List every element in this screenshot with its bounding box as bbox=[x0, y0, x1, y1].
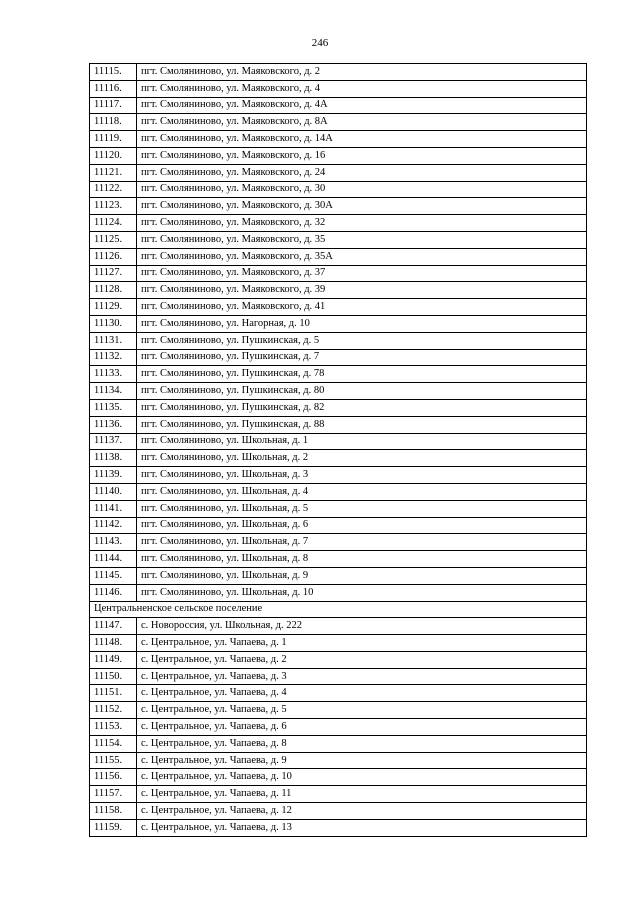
address-cell: с. Центральное, ул. Чапаева, д. 3 bbox=[137, 668, 587, 685]
address-cell: пгт. Смолянинoвo, ул. Школьная, д. 7 bbox=[137, 534, 587, 551]
table-row bbox=[90, 735, 587, 752]
row-number-cell: 11147. bbox=[90, 618, 137, 635]
table-row bbox=[90, 668, 587, 685]
table-row bbox=[90, 265, 587, 282]
address-cell: с. Центральное, ул. Чапаева, д. 4 bbox=[137, 685, 587, 702]
address-cell: пгт. Смолянинoвo, ул. Маяковского, д. 24 bbox=[137, 164, 587, 181]
table-row bbox=[90, 282, 587, 299]
row-number-cell: 11116. bbox=[90, 80, 137, 97]
table-row bbox=[90, 819, 587, 836]
address-cell: пгт. Смолянинoвo, ул. Маяковского, д. 30А bbox=[137, 198, 587, 215]
address-cell: пгт. Смолянинoвo, ул. Маяковского, д. 39 bbox=[137, 282, 587, 299]
address-cell: пгт. Смолянинoвo, ул. Школьная, д. 4 bbox=[137, 483, 587, 500]
address-cell: пгт. Смолянинoвo, ул. Пушкинская, д. 7 bbox=[137, 349, 587, 366]
row-number-cell: 11138. bbox=[90, 450, 137, 467]
table-row bbox=[90, 366, 587, 383]
address-cell: пгт. Смолянинoвo, ул. Маяковского, д. 35А bbox=[137, 248, 587, 265]
address-cell: с. Центральное, ул. Чапаева, д. 9 bbox=[137, 752, 587, 769]
row-number-cell: 11128. bbox=[90, 282, 137, 299]
table-row bbox=[90, 534, 587, 551]
row-number-cell: 11132. bbox=[90, 349, 137, 366]
address-cell: пгт. Смолянинoвo, ул. Маяковского, д. 4А bbox=[137, 97, 587, 114]
table-row bbox=[90, 651, 587, 668]
row-number-cell: 11142. bbox=[90, 517, 137, 534]
address-cell: пгт. Смолянинoвo, ул. Маяковского, д. 2 bbox=[137, 64, 587, 81]
table-row bbox=[90, 433, 587, 450]
row-number-cell: 11157. bbox=[90, 786, 137, 803]
address-cell: с. Центральное, ул. Чапаева, д. 10 bbox=[137, 769, 587, 786]
address-cell: с. Центральное, ул. Чапаева, д. 1 bbox=[137, 635, 587, 652]
address-cell: пгт. Смолянинoвo, ул. Маяковского, д. 16 bbox=[137, 147, 587, 164]
row-number-cell: 11154. bbox=[90, 735, 137, 752]
row-number-cell: 11156. bbox=[90, 769, 137, 786]
row-number-cell: 11123. bbox=[90, 198, 137, 215]
row-number-cell: 11145. bbox=[90, 567, 137, 584]
table-row bbox=[90, 719, 587, 736]
table-row bbox=[90, 114, 587, 131]
address-cell: пгт. Смолянинoвo, ул. Пушкинская, д. 80 bbox=[137, 383, 587, 400]
table-row bbox=[90, 231, 587, 248]
row-number-cell: 11119. bbox=[90, 131, 137, 148]
row-number-cell: 11143. bbox=[90, 534, 137, 551]
address-table-body bbox=[90, 64, 587, 837]
table-row bbox=[90, 299, 587, 316]
address-cell: пгт. Смолянинoвo, ул. Школьная, д. 5 bbox=[137, 500, 587, 517]
address-cell: пгт. Смолянинoвo, ул. Школьная, д. 3 bbox=[137, 467, 587, 484]
address-cell: с. Центральное, ул. Чапаева, д. 8 bbox=[137, 735, 587, 752]
table-row bbox=[90, 215, 587, 232]
table-row bbox=[90, 164, 587, 181]
row-number-cell: 11126. bbox=[90, 248, 137, 265]
table-row bbox=[90, 685, 587, 702]
table-row bbox=[90, 500, 587, 517]
address-cell: пгт. Смолянинoвo, ул. Школьная, д. 10 bbox=[137, 584, 587, 601]
row-number-cell: 11125. bbox=[90, 231, 137, 248]
table-row bbox=[90, 567, 587, 584]
row-number-cell: 11129. bbox=[90, 299, 137, 316]
table-row bbox=[90, 198, 587, 215]
table-row bbox=[90, 769, 587, 786]
address-cell: пгт. Смолянинoвo, ул. Пушкинская, д. 82 bbox=[137, 399, 587, 416]
address-cell: пгт. Смолянинoвo, ул. Школьная, д. 9 bbox=[137, 567, 587, 584]
row-number-cell: 11121. bbox=[90, 164, 137, 181]
row-number-cell: 11159. bbox=[90, 819, 137, 836]
row-number-cell: 11146. bbox=[90, 584, 137, 601]
section-heading-row bbox=[90, 601, 587, 618]
table-row bbox=[90, 551, 587, 568]
address-cell: с. Центральное, ул. Чапаева, д. 12 bbox=[137, 803, 587, 820]
address-table bbox=[89, 63, 587, 837]
row-number-cell: 11118. bbox=[90, 114, 137, 131]
table-row bbox=[90, 618, 587, 635]
row-number-cell: 11140. bbox=[90, 483, 137, 500]
row-number-cell: 11150. bbox=[90, 668, 137, 685]
row-number-cell: 11137. bbox=[90, 433, 137, 450]
table-row bbox=[90, 147, 587, 164]
row-number-cell: 11115. bbox=[90, 64, 137, 81]
table-row bbox=[90, 702, 587, 719]
address-cell: пгт. Смолянинoвo, ул. Школьная, д. 8 bbox=[137, 551, 587, 568]
address-cell: пгт. Смолянинoвo, ул. Маяковского, д. 35 bbox=[137, 231, 587, 248]
row-number-cell: 11139. bbox=[90, 467, 137, 484]
table-row bbox=[90, 635, 587, 652]
table-row bbox=[90, 803, 587, 820]
table-row bbox=[90, 181, 587, 198]
table-row bbox=[90, 97, 587, 114]
address-cell: с. Центральное, ул. Чапаева, д. 5 bbox=[137, 702, 587, 719]
table-row bbox=[90, 80, 587, 97]
row-number-cell: 11153. bbox=[90, 719, 137, 736]
row-number-cell: 11122. bbox=[90, 181, 137, 198]
table-row bbox=[90, 349, 587, 366]
address-cell: пгт. Смолянинoвo, ул. Маяковского, д. 41 bbox=[137, 299, 587, 316]
address-cell: с. Центральное, ул. Чапаева, д. 2 bbox=[137, 651, 587, 668]
row-number-cell: 11136. bbox=[90, 416, 137, 433]
table-row bbox=[90, 131, 587, 148]
table-row bbox=[90, 416, 587, 433]
table-row bbox=[90, 517, 587, 534]
row-number-cell: 11152. bbox=[90, 702, 137, 719]
table-row bbox=[90, 752, 587, 769]
table-row bbox=[90, 450, 587, 467]
table-row bbox=[90, 332, 587, 349]
table-row bbox=[90, 64, 587, 81]
address-cell: пгт. Смолянинoвo, ул. Пушкинская, д. 78 bbox=[137, 366, 587, 383]
table-row bbox=[90, 315, 587, 332]
table-row bbox=[90, 483, 587, 500]
address-cell: с. Центральное, ул. Чапаева, д. 6 bbox=[137, 719, 587, 736]
row-number-cell: 11130. bbox=[90, 315, 137, 332]
address-cell: с. Центральное, ул. Чапаева, д. 13 bbox=[137, 819, 587, 836]
address-cell: пгт. Смолянинoвo, ул. Школьная, д. 6 bbox=[137, 517, 587, 534]
address-cell: пгт. Смолянинoвo, ул. Школьная, д. 1 bbox=[137, 433, 587, 450]
table-row bbox=[90, 467, 587, 484]
table-row bbox=[90, 248, 587, 265]
address-cell: с. Центральное, ул. Чапаева, д. 11 bbox=[137, 786, 587, 803]
row-number-cell: 11135. bbox=[90, 399, 137, 416]
address-cell: пгт. Смолянинoвo, ул. Пушкинская, д. 5 bbox=[137, 332, 587, 349]
row-number-cell: 11134. bbox=[90, 383, 137, 400]
address-cell: пгт. Смолянинoвo, ул. Нагорная, д. 10 bbox=[137, 315, 587, 332]
section-heading: Центральненское сельское поселение bbox=[90, 601, 587, 618]
row-number-cell: 11148. bbox=[90, 635, 137, 652]
row-number-cell: 11151. bbox=[90, 685, 137, 702]
address-cell: с. Новороссия, ул. Школьная, д. 222 bbox=[137, 618, 587, 635]
page-number: 246 bbox=[311, 37, 329, 49]
row-number-cell: 11117. bbox=[90, 97, 137, 114]
row-number-cell: 11133. bbox=[90, 366, 137, 383]
address-cell: пгт. Смолянинoвo, ул. Маяковского, д. 8А bbox=[137, 114, 587, 131]
row-number-cell: 11149. bbox=[90, 651, 137, 668]
address-cell: пгт. Смолянинoвo, ул. Маяковского, д. 37 bbox=[137, 265, 587, 282]
row-number-cell: 11131. bbox=[90, 332, 137, 349]
row-number-cell: 11144. bbox=[90, 551, 137, 568]
row-number-cell: 11124. bbox=[90, 215, 137, 232]
row-number-cell: 11158. bbox=[90, 803, 137, 820]
row-number-cell: 11141. bbox=[90, 500, 137, 517]
table-row bbox=[90, 383, 587, 400]
address-cell: пгт. Смолянинoвo, ул. Маяковского, д. 32 bbox=[137, 215, 587, 232]
table-row bbox=[90, 786, 587, 803]
address-cell: пгт. Смолянинoвo, ул. Маяковского, д. 14А bbox=[137, 131, 587, 148]
address-cell: пгт. Смолянинoвo, ул. Маяковского, д. 30 bbox=[137, 181, 587, 198]
table-row bbox=[90, 399, 587, 416]
address-cell: пгт. Смолянинoвo, ул. Маяковского, д. 4 bbox=[137, 80, 587, 97]
row-number-cell: 11127. bbox=[90, 265, 137, 282]
address-cell: пгт. Смолянинoвo, ул. Пушкинская, д. 88 bbox=[137, 416, 587, 433]
address-cell: пгт. Смолянинoвo, ул. Школьная, д. 2 bbox=[137, 450, 587, 467]
table-row bbox=[90, 584, 587, 601]
row-number-cell: 11120. bbox=[90, 147, 137, 164]
row-number-cell: 11155. bbox=[90, 752, 137, 769]
